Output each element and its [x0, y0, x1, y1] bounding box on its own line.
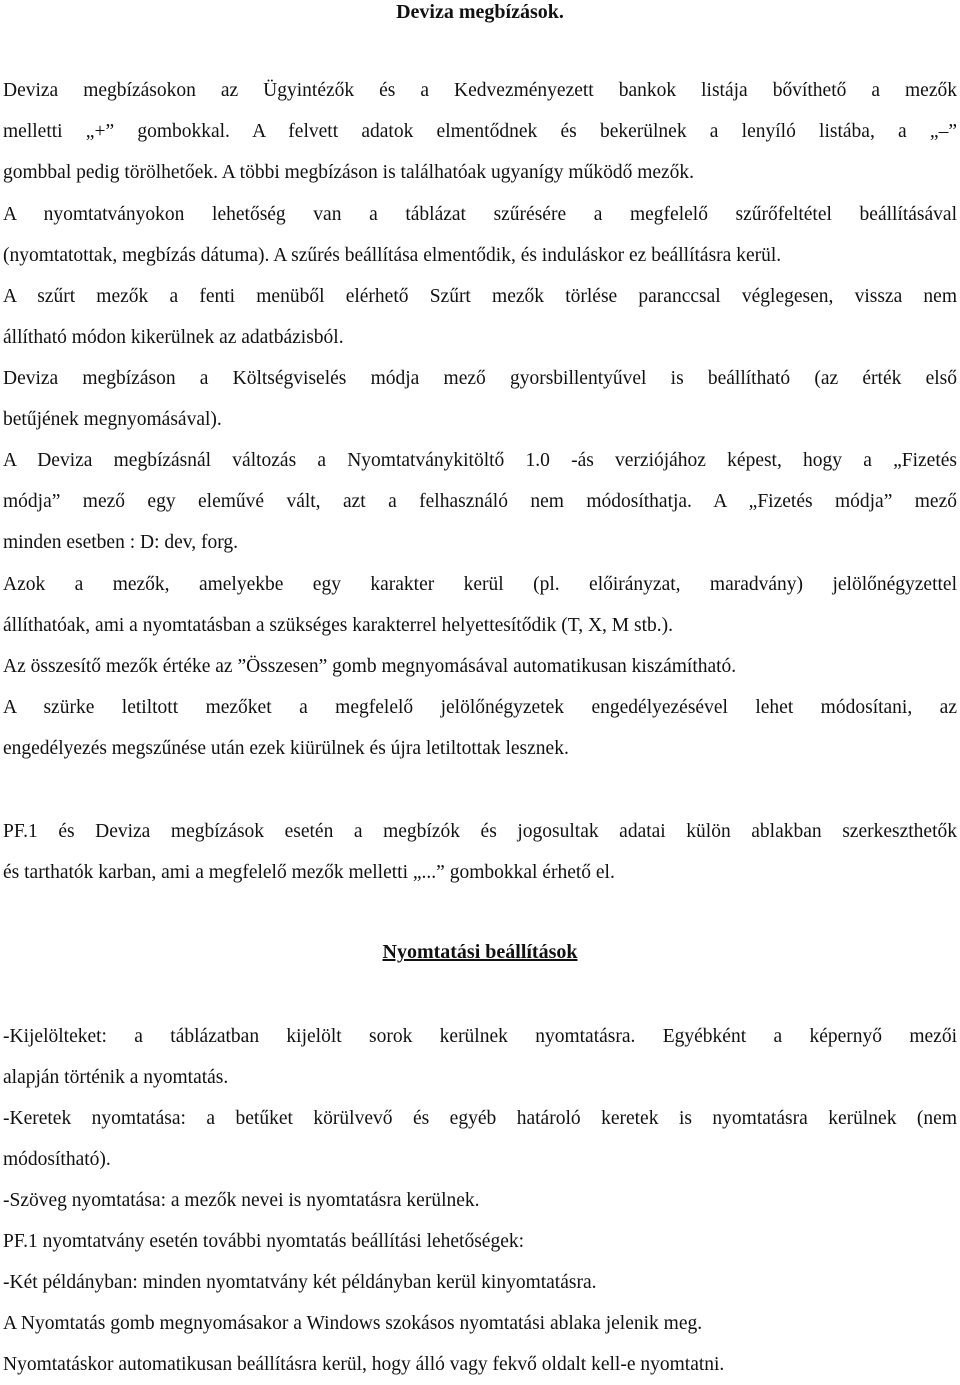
- text-line: állíthatóak, ami a nyomtatásban a szükséges karakterrel helyettesítődik (T, X, M stb.).: [3, 615, 674, 636]
- text-line: módja” mező egy eleművé vált, azt a felhasználó nem módosíthatja. A „Fizetés módja” mező: [3, 491, 957, 512]
- text-line: Az összesítő mezők értéke az ”Összesen” gomb megnyomásával automatikusan kiszámítható.: [3, 656, 737, 677]
- text-line: módosítható).: [3, 1149, 111, 1170]
- text-line: (nyomtatottak, megbízás dátuma). A szűrés beállítása elmentődik, és induláskor ez beállításra kerül.: [3, 245, 782, 266]
- paragraph: [3, 811, 957, 893]
- text-line: Deviza megbízásokon az Ügyintézők és a Kedvezményezett bankok listája bővíthető a mezők: [3, 80, 957, 101]
- paragraph: [3, 194, 957, 276]
- paragraph: [3, 1303, 957, 1344]
- text-line: PF.1 és Deviza megbízások esetén a megbízók és jogosultak adatai külön ablakban szerkeszthetők: [3, 821, 957, 842]
- paragraph: [3, 564, 957, 646]
- paragraph: [3, 440, 957, 563]
- text-line: betűjének megnyomásával).: [3, 409, 222, 430]
- text-line: gombbal pedig törölhetőek. A többi megbízáson is találhatóak ugyanígy működő mezők.: [3, 162, 695, 183]
- text-line: A Deviza megbízásnál változás a Nyomtatványkitöltő 1.0 -ás verziójához képest, hogy a „Fizetés: [3, 450, 957, 471]
- text-line: melletti „+” gombokkal. A felvett adatok elmentődnek és bekerülnek a lenyíló listába, a „–”: [3, 121, 957, 142]
- paragraph: [3, 276, 957, 358]
- text-line: -Kijelölteket: a táblázatban kijelölt sorok kerülnek nyomtatásra. Egyébként a képernyő mezői: [3, 1026, 957, 1047]
- text-line: A Nyomtatás gomb megnyomásakor a Windows szokásos nyomtatási ablaka jelenik meg.: [3, 1313, 703, 1334]
- section-heading: Nyomtatási beállítások: [382, 941, 578, 963]
- paragraph: [3, 1016, 957, 1098]
- paragraph: [3, 687, 957, 769]
- text-line: A szürke letiltott mezőket a megfelelő jelölőnégyzetek engedélyezésével lehet módosítani, az: [3, 697, 957, 718]
- text-line: A nyomtatványokon lehetőség van a táblázat szűrésére a megfelelő szűrőfeltétel beállításával: [3, 204, 957, 225]
- paragraph: [3, 358, 957, 440]
- text-line: Nyomtatáskor automatikusan beállításra kerül, hogy álló vagy fekvő oldalt kell-e nyomtatni.: [3, 1354, 725, 1375]
- document-title: Deviza megbízások.: [396, 1, 564, 23]
- paragraph: [3, 1221, 957, 1262]
- text-line: -Szöveg nyomtatása: a mezők nevei is nyomtatásra kerülnek.: [3, 1190, 480, 1211]
- text-line: és tarthatók karban, ami a megfelelő mezők melletti „...” gombokkal érhető el.: [3, 862, 615, 883]
- text-line: minden esetben : D: dev, forg.: [3, 532, 239, 553]
- text-line: -Keretek nyomtatása: a betűket körülvevő és egyéb határoló keretek is nyomtatásra kerülnek (nem: [3, 1108, 957, 1129]
- text-line: A szűrt mezők a fenti menüből elérhető Szűrt mezők törlése paranccsal véglegesen, vissza nem: [3, 286, 957, 307]
- paragraph: [3, 1262, 957, 1303]
- paragraph: [3, 1180, 957, 1221]
- text-line: Deviza megbízáson a Költségviselés módja mező gyorsbillentyűvel is beállítható (az érték első: [3, 368, 957, 389]
- text-line: -Két példányban: minden nyomtatvány két példányban kerül kinyomtatásra.: [3, 1272, 597, 1293]
- text-line: Azok a mezők, amelyekbe egy karakter kerül (pl. előirányzat, maradvány) jelölőnégyzettel: [3, 574, 957, 595]
- paragraph: [3, 646, 957, 687]
- text-line: alapján történik a nyomtatás.: [3, 1067, 229, 1088]
- text-line: engedélyezés megszűnése után ezek kiürülnek és újra letiltottak lesznek.: [3, 738, 569, 759]
- text-line: PF.1 nyomtatvány esetén további nyomtatás beállítási lehetőségek:: [3, 1231, 525, 1252]
- paragraph: [3, 1098, 957, 1180]
- text-line: állítható módon kikerülnek az adatbázisból.: [3, 327, 344, 348]
- paragraph: [3, 70, 957, 193]
